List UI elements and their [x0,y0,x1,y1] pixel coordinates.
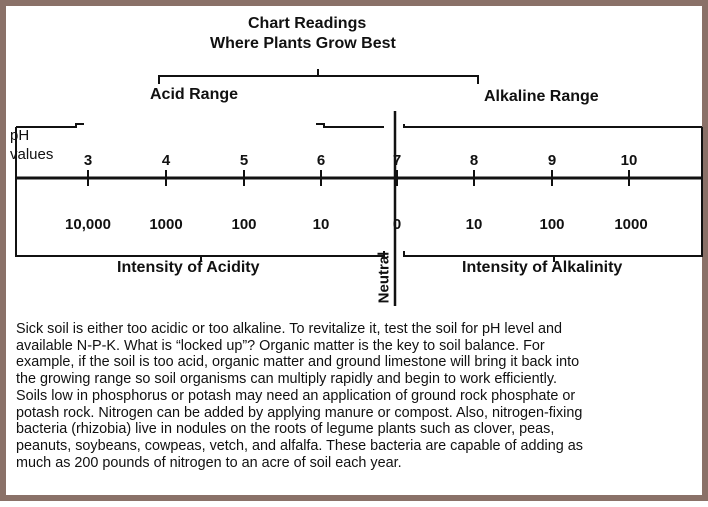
ph-value-label: 9 [547,152,557,169]
ph-value-label: 10 [620,152,638,169]
intensity-value-label: 100 [539,216,565,233]
paragraph-line: example, if the soil is too acid, organic matter and ground limestone will bring it back into [16,354,580,371]
ph-label-line2: values [10,146,54,163]
intensity-value-label: 10 [312,216,330,233]
intensity-value-label: 10 [465,216,483,233]
soil-paragraph [16,321,706,471]
chart-title-line2: Where Plants Grow Best [210,35,396,52]
paragraph-line: potash rock. Nitrogen can be added by applying manure or compost. Also, nitrogen-fixing [16,404,583,421]
intensity-alkalinity-label: Intensity of Alkalinity [462,259,623,276]
chart-title-line1: Chart Readings [248,15,367,32]
intensity-value-label: 1000 [149,216,183,233]
ph-value-label: 3 [83,152,93,169]
intensity-acidity-label: Intensity of Acidity [117,259,260,276]
ph-value-label: 6 [316,152,326,169]
ph-value-label: 5 [239,152,249,169]
alkaline-left-bracket [404,124,702,127]
ph-value-label: 7 [392,152,402,169]
ph-value-label: 8 [469,152,479,169]
ph-label-line1: pH [10,127,30,144]
neutral-label: Neutral [375,251,393,304]
paragraph-line: much as 200 pounds of nitrogen to an acre of soil each year. [16,454,402,471]
ph-value-label: 4 [161,152,171,169]
paragraph-line: bacteria (rhizobia) live in nodules on the roots of legume plants such as clover, peas, [16,421,555,438]
paragraph-line: available N-P-K. What is “locked up”? Organic matter is the key to soil balance. For [16,337,545,354]
intensity-value-label: 0 [392,216,402,233]
paragraph-line: peanuts, soybeans, cowpeas, vetch, and alfalfa. These bacteria are capable of adding as [16,437,583,454]
paragraph-line: Soils low in phosphorus or potash may need an application of ground rock phosphate or [16,387,576,404]
intensity-value-label: 10,000 [65,216,111,233]
acid-range-brace [159,69,478,84]
acid-range-label: Acid Range [150,86,239,103]
intensity-value-label: 100 [231,216,257,233]
paragraph-line: the growing range so soil organisms can multiply rapidly and begin to work efficiently. [16,371,557,388]
paragraph-line: Sick soil is either too acidic or too alkaline. To revitalize it, test the soil for pH level and [16,321,563,337]
acid-right-bracket [316,124,384,127]
intensity-value-label: 1000 [614,216,648,233]
alkaline-range-label: Alkaline Range [484,88,599,105]
